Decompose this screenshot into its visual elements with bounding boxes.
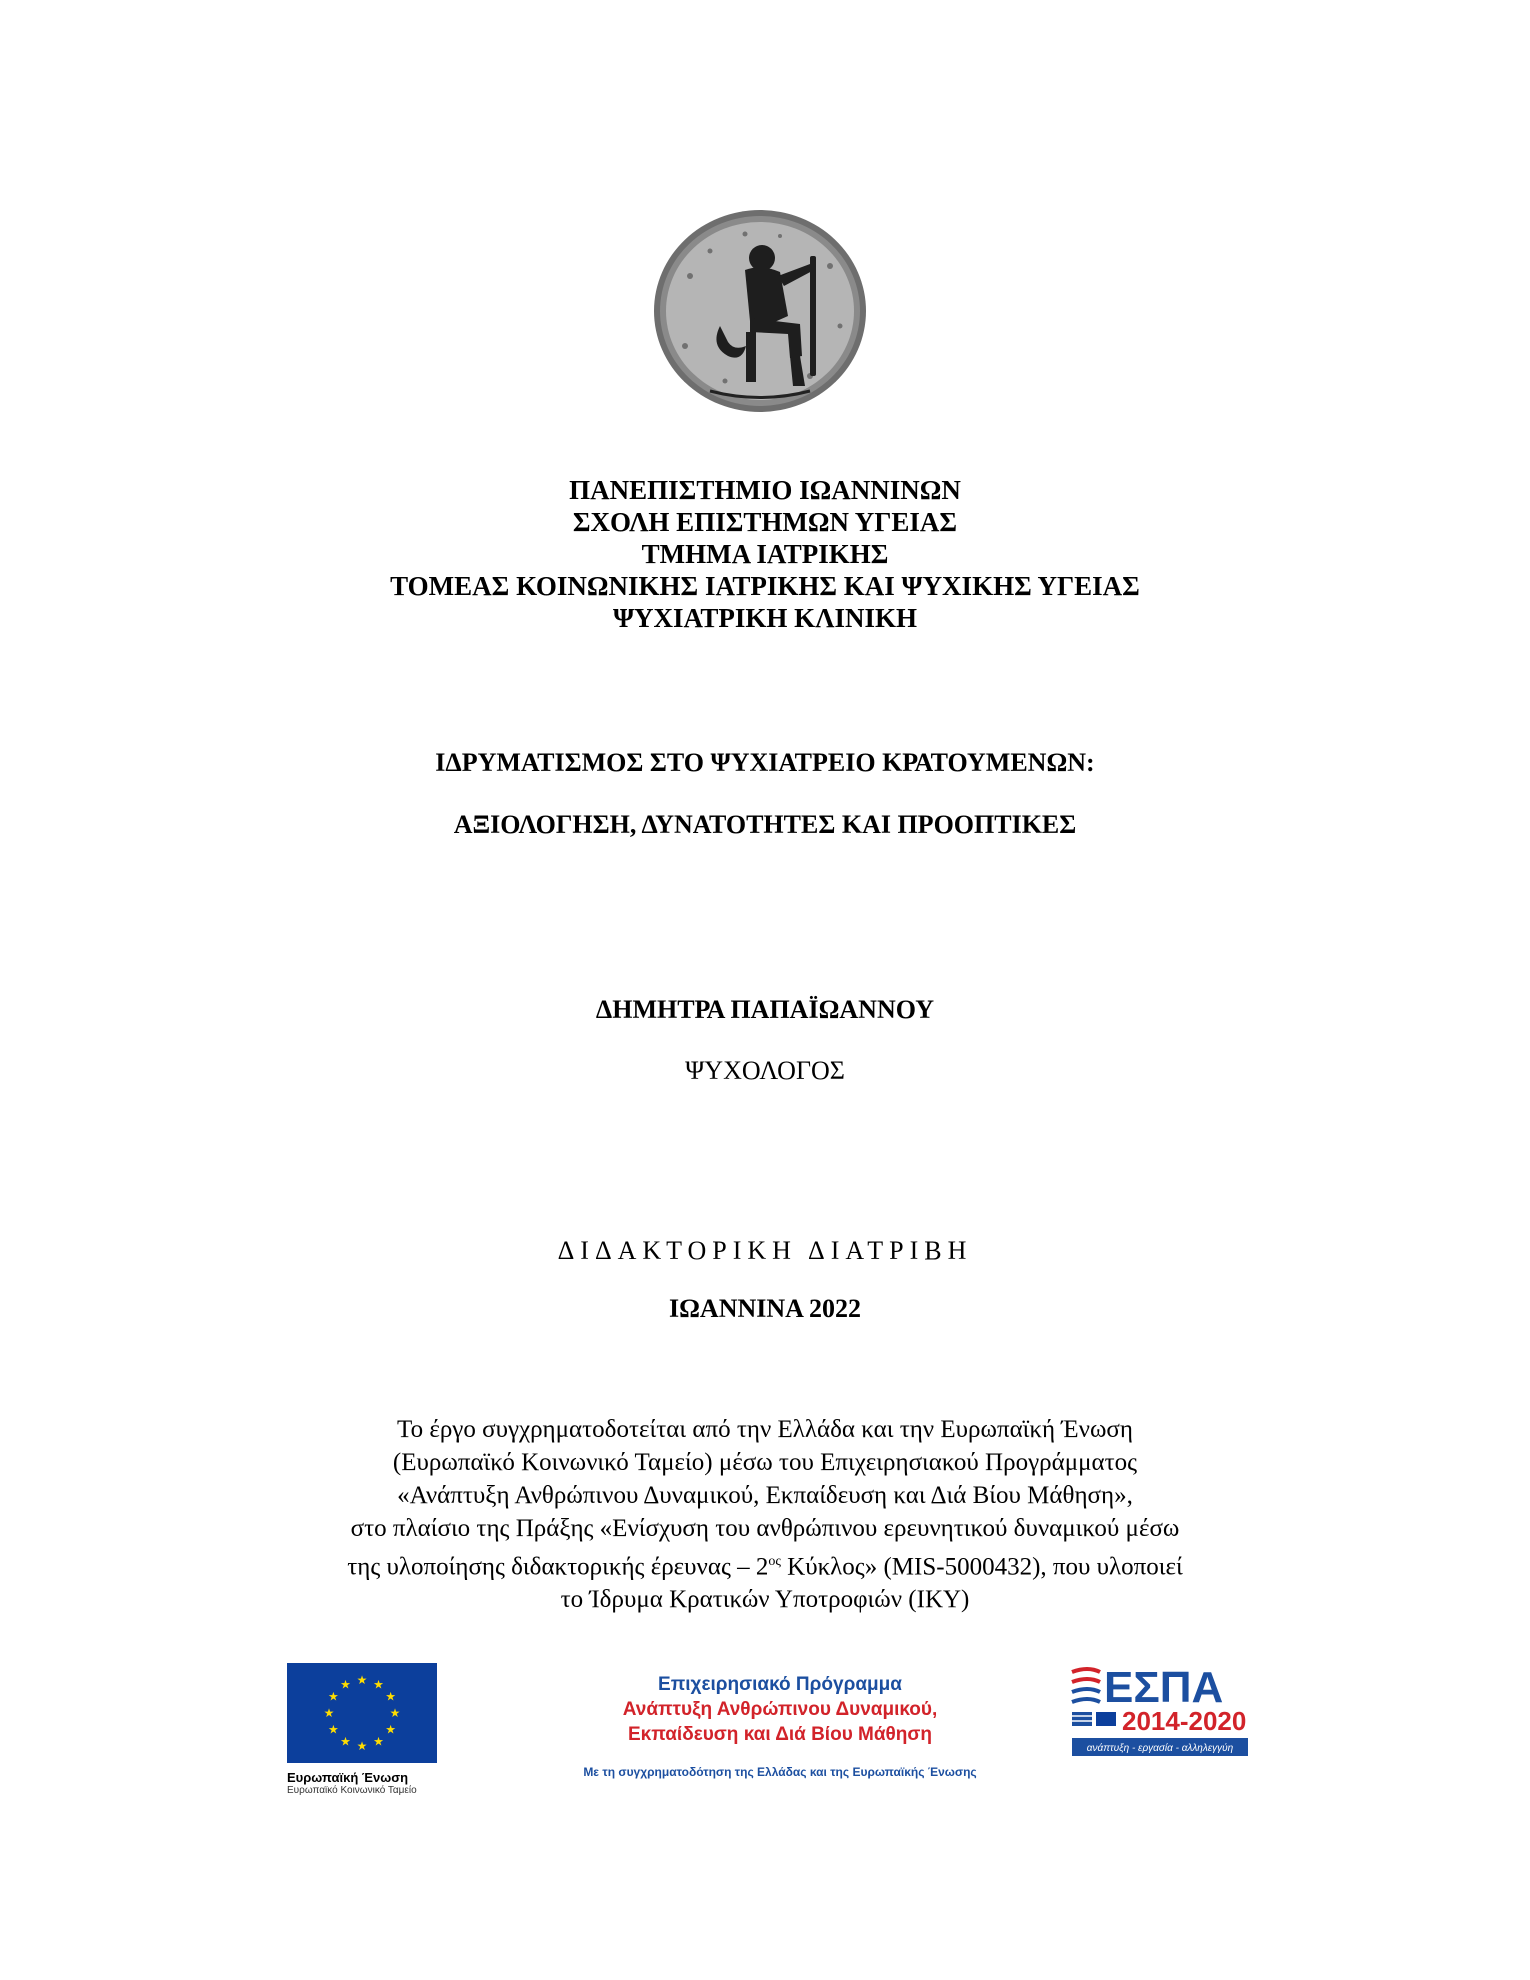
institution-header bbox=[0, 474, 1530, 634]
funding-line: «Ανάπτυξη Ανθρώπινου Δυναμικού, Εκπαίδευση και Διά Βίου Μάθηση», bbox=[397, 1482, 1133, 1509]
school-name: ΣΧΟΛΗ ΕΠΙΣΤΗΜΩΝ ΥΓΕΙΑΣ bbox=[572, 507, 958, 537]
eu-star-icon: ★ bbox=[356, 1673, 368, 1687]
operational-programme-logo bbox=[540, 1672, 1020, 1779]
funding-statement bbox=[0, 1413, 1530, 1616]
city-year: ΙΩΑΝΝΙΝΑ 2022 bbox=[668, 1294, 861, 1323]
eu-logo-subtitle: Ευρωπαϊκό Κοινωνικό Ταμείο bbox=[287, 1785, 417, 1796]
eu-logo-title: Ευρωπαϊκή Ένωση bbox=[287, 1770, 409, 1785]
funding-line: (Ευρωπαϊκό Κοινωνικό Ταμείο) μέσω του Επιχειρησιακού Προγράμματος bbox=[392, 1449, 1138, 1476]
eu-star-icon: ★ bbox=[373, 1677, 384, 1692]
eu-star-icon: ★ bbox=[340, 1677, 351, 1692]
funding-text: της υλοποίησης διδακτορικής έρευνας – 2 bbox=[347, 1553, 769, 1581]
sector-name: ΤΟΜΕΑΣ ΚΟΙΝΩΝΙΚΗΣ ΙΑΤΡΙΚΗΣ ΚΑΙ ΨΥΧΙΚΗΣ ΥΓΕΙΑΣ bbox=[390, 571, 1140, 601]
eu-star-icon: ★ bbox=[328, 1689, 339, 1704]
university-seal-icon bbox=[650, 206, 870, 416]
espa-slogan: ανάπτυξη - εργασία - αλληλεγγύη bbox=[1086, 1743, 1234, 1754]
university-name: ΠΑΝΕΠΙΣΤΗΜΙΟ ΙΩΑΝΝΙΝΩΝ bbox=[569, 475, 961, 505]
op-logo-line-1: Επιχειρησιακό Πρόγραμμα bbox=[658, 1674, 902, 1695]
funding-text: Κύκλος» (MIS-5000432), που υλοποιεί bbox=[780, 1553, 1183, 1581]
eu-logo bbox=[287, 1663, 437, 1796]
author-profession: ΨΥΧΟΛΟΓΟΣ bbox=[685, 1056, 845, 1085]
funding-line: Το έργο συγχρηματοδοτείται από την Ελλάδα και την Ευρωπαϊκή Ένωση bbox=[397, 1416, 1133, 1443]
op-logo-line-2: Ανάπτυξη Ανθρώπινου Δυναμικού, bbox=[622, 1699, 938, 1720]
eu-star-icon: ★ bbox=[389, 1706, 401, 1720]
funding-superscript: ος bbox=[768, 1554, 781, 1569]
funding-line bbox=[0, 1545, 1530, 1583]
funding-line: το Ίδρυμα Κρατικών Υποτροφιών (ΙΚΥ) bbox=[560, 1586, 970, 1614]
eu-flag-icon bbox=[287, 1663, 437, 1763]
eu-star-icon: ★ bbox=[385, 1722, 396, 1737]
espa-years: 2014-2020 bbox=[1122, 1706, 1247, 1736]
op-logo-line-3: Εκπαίδευση και Διά Βίου Μάθηση bbox=[627, 1724, 933, 1745]
op-logo-line-4: Με τη συγχρηματοδότηση της Ελλάδας και της Ευρωπαϊκής Ένωσης bbox=[583, 1765, 977, 1779]
eu-star-icon: ★ bbox=[385, 1689, 396, 1704]
eu-star-icon: ★ bbox=[373, 1734, 384, 1749]
espa-logo bbox=[1070, 1660, 1250, 1770]
thesis-type: ΔΙΔΑΚΤΟΡΙΚΗ ΔΙΑΤΡΙΒΗ bbox=[557, 1236, 973, 1265]
thesis-title-line-1: ΙΔΡΥΜΑΤΙΣΜΟΣ ΣΤΟ ΨΥΧΙΑΤΡΕΙΟ ΚΡΑΤΟΥΜΕΝΩΝ: bbox=[435, 748, 1095, 777]
funding-line: στο πλαίσιο της Πράξης «Ενίσχυση του ανθρώπινου ερευνητικού δυναμικού μέσω bbox=[350, 1515, 1180, 1542]
eu-star-icon: ★ bbox=[328, 1722, 339, 1737]
department-name: ΤΜΗΜΑ ΙΑΤΡΙΚΗΣ bbox=[641, 539, 889, 569]
author-name: ΔΗΜΗΤΡΑ ΠΑΠΑΪΩΑΝΝΟΥ bbox=[595, 995, 935, 1024]
thesis-title-line-2: ΑΞΙΟΛΟΓΗΣΗ, ΔΥΝΑΤΟΤΗΤΕΣ ΚΑΙ ΠΡΟΟΠΤΙΚΕΣ bbox=[453, 810, 1077, 839]
eu-star-icon: ★ bbox=[340, 1734, 351, 1749]
espa-name: ΕΣΠΑ bbox=[1104, 1663, 1224, 1712]
eu-star-icon: ★ bbox=[356, 1739, 368, 1753]
eu-star-icon: ★ bbox=[323, 1706, 335, 1720]
clinic-name: ΨΥΧΙΑΤΡΙΚΗ ΚΛΙΝΙΚΗ bbox=[612, 603, 918, 633]
